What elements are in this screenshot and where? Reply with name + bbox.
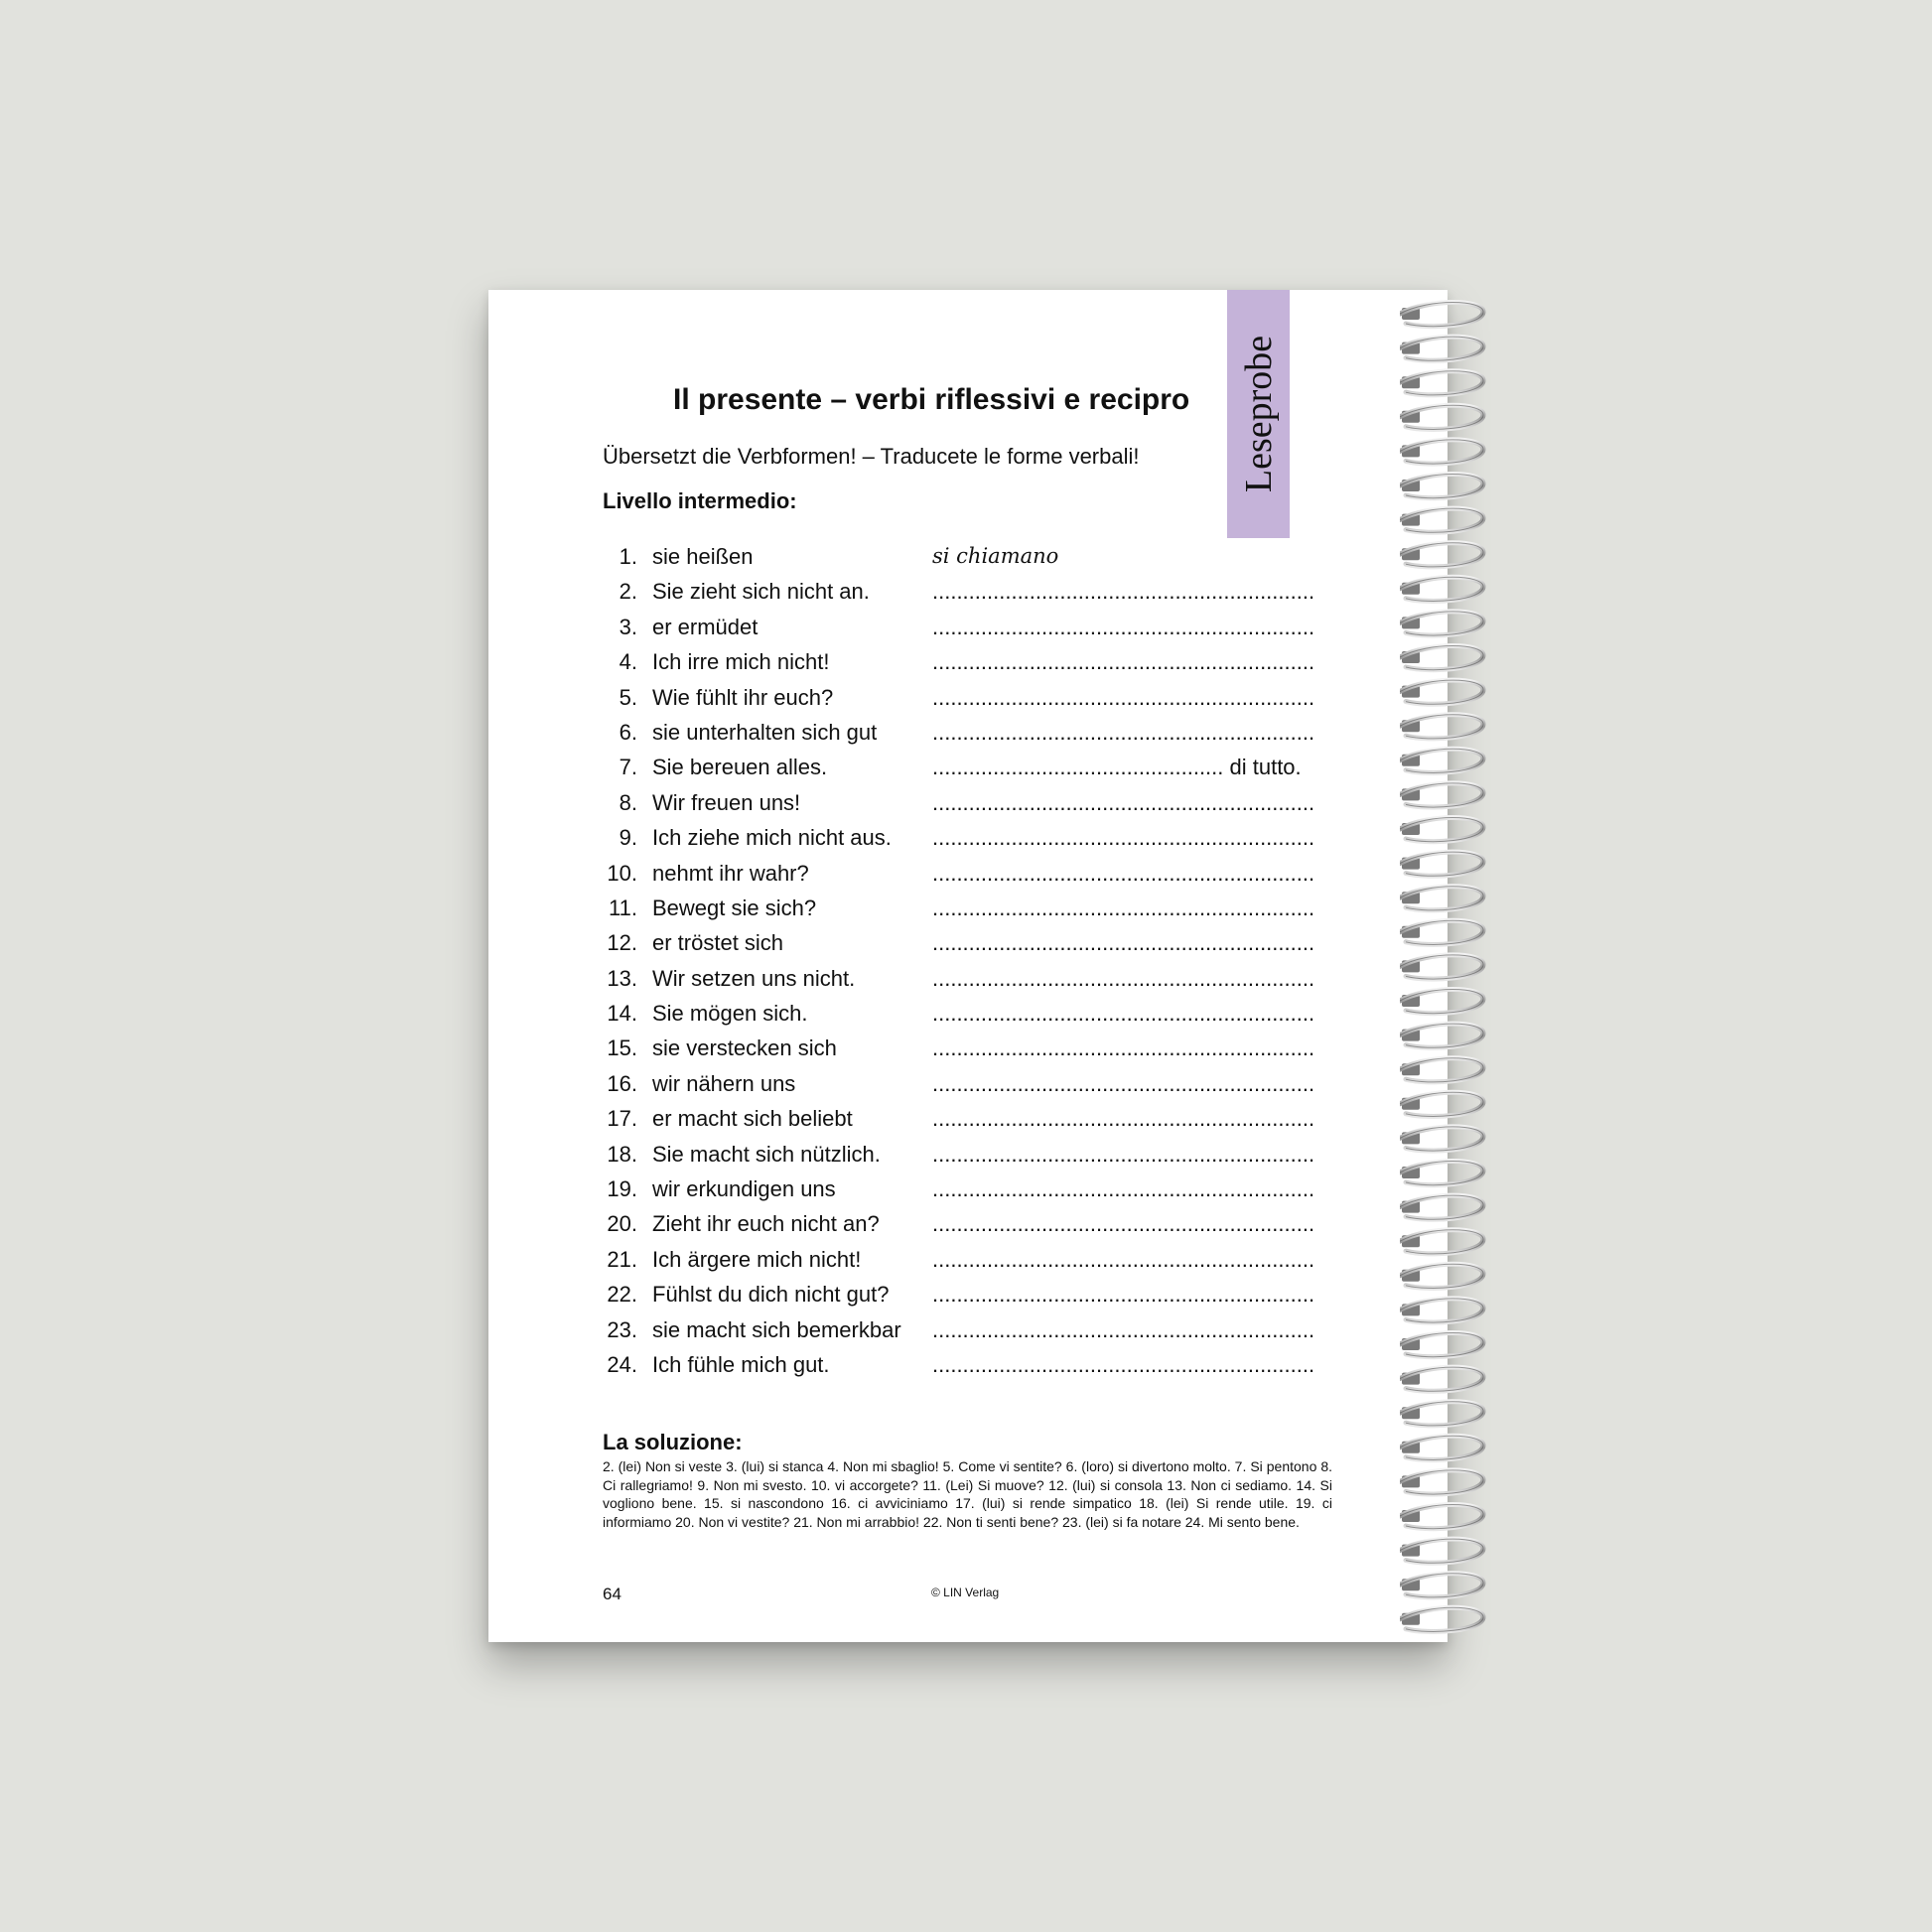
item-number: 18. bbox=[607, 1141, 637, 1167]
exercise-item bbox=[603, 685, 1337, 720]
answer-blank: ............................................................... bbox=[932, 1211, 1315, 1237]
instruction-text: Übersetzt die Verbformen! – Traducete le forme verbali! bbox=[603, 444, 1140, 469]
spiral-coil bbox=[1400, 303, 1483, 327]
item-number: 8. bbox=[619, 789, 637, 815]
item-number: 19. bbox=[607, 1176, 637, 1202]
german-phrase: Fühlst du dich nicht gut? bbox=[652, 1282, 890, 1308]
handwritten-answer: si chiamano bbox=[932, 544, 1059, 568]
answer-blank: ............................................................... bbox=[932, 579, 1315, 605]
exercise-item bbox=[603, 1035, 1337, 1070]
exercise-item bbox=[603, 1071, 1337, 1106]
german-phrase: Wir setzen uns nicht. bbox=[652, 965, 856, 991]
item-number: 1. bbox=[619, 544, 637, 569]
german-phrase: sie macht sich bemerkbar bbox=[652, 1316, 901, 1342]
item-number: 6. bbox=[619, 719, 637, 745]
german-phrase: Ich irre mich nicht! bbox=[652, 649, 830, 675]
spiral-coil bbox=[1400, 577, 1483, 601]
spiral-coil bbox=[1400, 1333, 1483, 1357]
exercise-list bbox=[603, 544, 1337, 1387]
spiral-coil bbox=[1400, 475, 1483, 498]
german-phrase: sie heißen bbox=[652, 544, 754, 569]
answer-blank: ............................................................... bbox=[932, 825, 1315, 851]
answer-blank: ............................................................... bbox=[932, 860, 1315, 886]
spiral-coil bbox=[1400, 1092, 1483, 1116]
answer-blank: ............................................................... bbox=[932, 965, 1315, 991]
item-number: 17. bbox=[607, 1106, 637, 1132]
item-number: 7. bbox=[619, 755, 637, 780]
exercise-item bbox=[603, 1282, 1337, 1316]
spiral-coil bbox=[1400, 1024, 1483, 1047]
spiral-coil bbox=[1400, 646, 1483, 670]
item-number: 11. bbox=[609, 895, 637, 920]
spiral-coil bbox=[1400, 1470, 1483, 1494]
german-phrase: Wir freuen uns! bbox=[652, 789, 801, 815]
item-number: 22. bbox=[607, 1282, 637, 1308]
answer-blank: ............................................................... bbox=[932, 614, 1315, 639]
exercise-item bbox=[603, 720, 1337, 755]
answer-blank: ............................................................... bbox=[932, 1001, 1315, 1027]
spiral-coil bbox=[1400, 1127, 1483, 1151]
item-number: 10. bbox=[607, 860, 637, 886]
spiral-coil bbox=[1400, 508, 1483, 532]
spiral-coil bbox=[1400, 612, 1483, 635]
page-title: Il presente – verbi riflessivi e recipro bbox=[673, 383, 1190, 416]
item-number: 12. bbox=[607, 930, 637, 956]
spiral-coil bbox=[1400, 1299, 1483, 1322]
spiral-coil bbox=[1400, 749, 1483, 772]
answer-blank: ............................................................... bbox=[932, 1141, 1315, 1167]
answer-blank: ............................................................... bbox=[932, 1106, 1315, 1132]
german-phrase: sie unterhalten sich gut bbox=[652, 719, 878, 745]
exercise-item bbox=[603, 1352, 1337, 1387]
item-number: 21. bbox=[607, 1246, 637, 1272]
exercise-item bbox=[603, 896, 1337, 930]
spiral-coil bbox=[1400, 818, 1483, 842]
german-phrase: Zieht ihr euch nicht an? bbox=[652, 1211, 880, 1237]
item-number: 5. bbox=[619, 684, 637, 710]
exercise-item bbox=[603, 790, 1337, 825]
spiral-coil bbox=[1400, 440, 1483, 464]
spiral-binding bbox=[1400, 290, 1489, 1642]
exercise-item bbox=[603, 1176, 1337, 1211]
answer-blank: ............................................................... bbox=[932, 789, 1315, 815]
spiral-coil bbox=[1400, 371, 1483, 395]
answer-blank: ............................................................... bbox=[932, 719, 1315, 745]
answer-blank: ............................................................... bbox=[932, 1351, 1315, 1377]
item-number: 23. bbox=[607, 1316, 637, 1342]
spiral-coil bbox=[1400, 1230, 1483, 1254]
item-number: 13. bbox=[607, 965, 637, 991]
spiral-coil bbox=[1400, 1367, 1483, 1391]
exercise-item bbox=[603, 1106, 1337, 1141]
german-phrase: wir erkundigen uns bbox=[652, 1176, 836, 1202]
answer-suffix: di tutto. bbox=[1223, 755, 1302, 780]
answer-blank: ............................................................... bbox=[932, 895, 1315, 920]
item-number: 15. bbox=[607, 1035, 637, 1061]
german-phrase: er macht sich beliebt bbox=[652, 1106, 853, 1132]
answer-blank: ............................................................... bbox=[932, 1316, 1315, 1342]
answer-blank: ............................................................... bbox=[932, 1070, 1315, 1096]
item-number: 14. bbox=[607, 1001, 637, 1027]
answer-blank: ............................................................... bbox=[932, 649, 1315, 675]
sample-tab-label: Leseprobe bbox=[1237, 335, 1280, 493]
answer-blank: ............................................................... bbox=[932, 1282, 1315, 1308]
german-phrase: er ermüdet bbox=[652, 614, 759, 639]
spiral-coil bbox=[1400, 990, 1483, 1014]
german-phrase: er tröstet sich bbox=[652, 930, 784, 956]
german-phrase: Wie fühlt ihr euch? bbox=[652, 684, 834, 710]
exercise-item bbox=[603, 544, 1337, 579]
exercise-item bbox=[603, 1142, 1337, 1176]
level-heading: Livello intermedio: bbox=[603, 488, 797, 513]
exercise-item bbox=[603, 1247, 1337, 1282]
spiral-coil bbox=[1400, 1574, 1483, 1597]
spiral-coil bbox=[1400, 852, 1483, 876]
spiral-coil bbox=[1400, 337, 1483, 360]
answer-blank: ............................................................... bbox=[932, 1246, 1315, 1272]
spiral-coil bbox=[1400, 1436, 1483, 1459]
german-phrase: Ich fühle mich gut. bbox=[652, 1351, 830, 1377]
spiral-coil bbox=[1400, 1607, 1483, 1631]
german-phrase: Sie macht sich nützlich. bbox=[652, 1141, 881, 1167]
german-phrase: Sie bereuen alles. bbox=[652, 755, 828, 780]
exercise-item bbox=[603, 755, 1337, 789]
item-number: 16. bbox=[607, 1070, 637, 1096]
german-phrase: Sie zieht sich nicht an. bbox=[652, 579, 870, 605]
item-number: 24. bbox=[607, 1351, 637, 1377]
spiral-coil bbox=[1400, 405, 1483, 429]
solution-text: 2. (lei) Non si veste 3. (lui) si stanca 4. Non mi sbaglio! 5. Come vi sentite? 6. (loro) si divertono molto. 7. Si pentono 8. Ci rallegriamo! 9. Non mi svesto. 10. vi accorgete? 11. (Lei) Si muove? 12. (lui) si consola 13. Non ci sediamo. 14. Si vogliono bene. 15. si nascondono 16. ci avviciniamo 17. (lui) si rende simpatico 18. (lei) Si rende utile. 19. ci informiamo 20. Non vi vestite? 21. Non mi arrabbio! 22. Non ti senti bene? 23. (lei) si fa notare 24. Mi sento bene. bbox=[603, 1458, 1332, 1530]
copyright-notice: © LIN Verlag bbox=[931, 1586, 1000, 1599]
exercise-item bbox=[603, 861, 1337, 896]
spiral-coil bbox=[1400, 920, 1483, 944]
exercise-item bbox=[603, 930, 1337, 965]
exercise-item bbox=[603, 615, 1337, 649]
exercise-item bbox=[603, 1001, 1337, 1035]
german-phrase: nehmt ihr wahr? bbox=[652, 860, 809, 886]
german-phrase: Bewegt sie sich? bbox=[652, 895, 817, 920]
spiral-coil bbox=[1400, 783, 1483, 807]
page-number: 64 bbox=[603, 1585, 621, 1603]
item-number: 2. bbox=[619, 579, 637, 605]
exercise-item bbox=[603, 966, 1337, 1001]
exercise-item bbox=[603, 649, 1337, 684]
spiral-coil bbox=[1400, 1264, 1483, 1288]
spiral-coil bbox=[1400, 1162, 1483, 1185]
german-phrase: Ich ärgere mich nicht! bbox=[652, 1246, 862, 1272]
exercise-item bbox=[603, 1317, 1337, 1352]
german-phrase: sie verstecken sich bbox=[652, 1035, 837, 1061]
spiral-coil bbox=[1400, 1505, 1483, 1529]
item-number: 4. bbox=[619, 649, 637, 675]
spiral-coil bbox=[1400, 955, 1483, 979]
spiral-coil bbox=[1400, 1058, 1483, 1082]
item-number: 9. bbox=[619, 825, 637, 851]
exercise-item bbox=[603, 1211, 1337, 1246]
spiral-coil bbox=[1400, 715, 1483, 739]
sample-tab bbox=[1227, 290, 1290, 538]
answer-dots: ................................................ bbox=[932, 755, 1224, 780]
exercise-item bbox=[603, 579, 1337, 614]
german-phrase: wir nähern uns bbox=[652, 1070, 796, 1096]
german-phrase: Ich ziehe mich nicht aus. bbox=[652, 825, 892, 851]
item-number: 3. bbox=[619, 614, 637, 639]
german-phrase: Sie mögen sich. bbox=[652, 1001, 808, 1027]
spiral-coil bbox=[1400, 1195, 1483, 1219]
solution-heading: La soluzione: bbox=[603, 1430, 743, 1454]
spiral-coil bbox=[1400, 1402, 1483, 1426]
answer-blank: ............................................................... bbox=[932, 1176, 1315, 1202]
spiral-coil bbox=[1400, 543, 1483, 567]
spiral-coil bbox=[1400, 1539, 1483, 1563]
answer-blank: ............................................................... bbox=[932, 930, 1315, 956]
worksheet-page bbox=[488, 290, 1448, 1642]
answer-blank: ............................................................... bbox=[932, 1035, 1315, 1061]
spiral-coil bbox=[1400, 887, 1483, 910]
answer-blank bbox=[932, 755, 1326, 780]
spiral-coil bbox=[1400, 680, 1483, 704]
item-number: 20. bbox=[607, 1211, 637, 1237]
exercise-item bbox=[603, 825, 1337, 860]
answer-blank: ............................................................... bbox=[932, 684, 1315, 710]
